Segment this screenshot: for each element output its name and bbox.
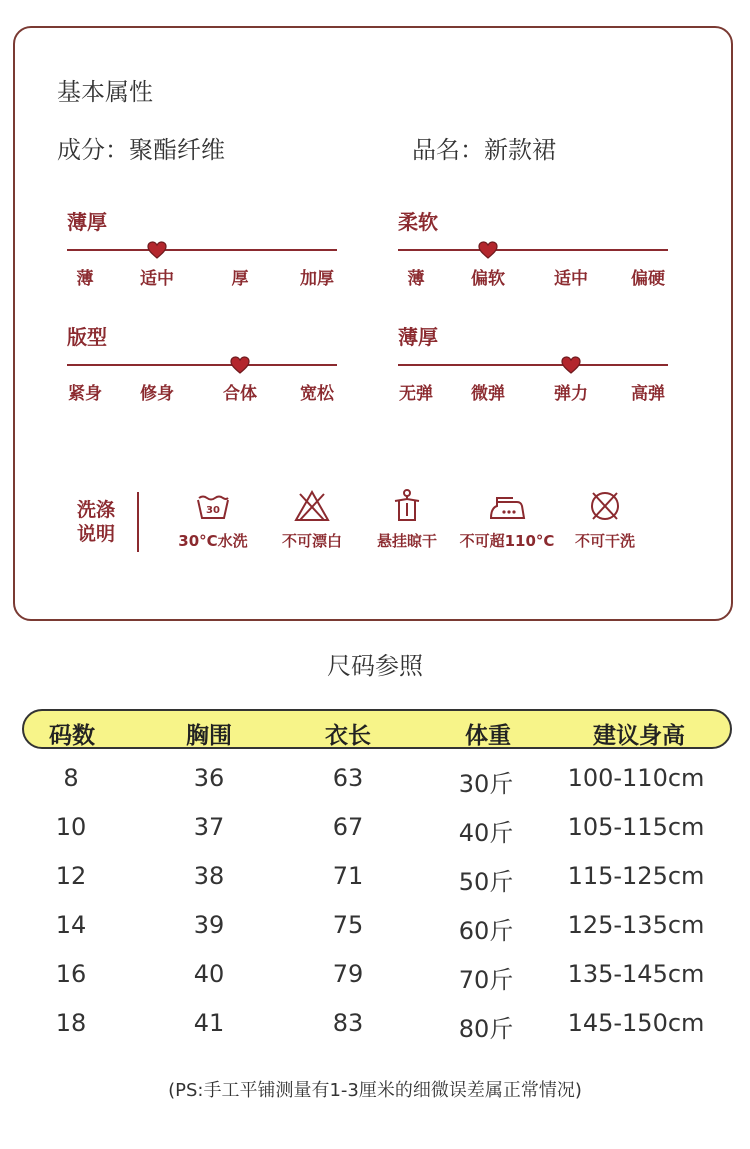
no-dry-clean-icon <box>585 488 625 524</box>
table-cell: 14 <box>55 911 87 939</box>
slider-label: 薄 <box>76 269 94 289</box>
table-cell: 145-150cm <box>567 1009 705 1037</box>
slider-label: 紧身 <box>68 384 102 404</box>
table-cell: 115-125cm <box>567 862 705 890</box>
wash-separator <box>137 492 139 552</box>
wash-title-line2: 说明 <box>76 523 115 545</box>
product-name-value: 新款裙 <box>484 136 556 164</box>
table-cell: 100-110cm <box>567 764 705 792</box>
size-chart-title: 尺码参照 <box>327 652 423 680</box>
slider-track <box>67 364 337 366</box>
table-cell: 16 <box>55 960 87 988</box>
wash-label: 不可漂白 <box>281 532 342 550</box>
slider-group <box>398 206 668 296</box>
wash-item-iron <box>452 488 562 551</box>
slider-label: 偏软 <box>471 269 505 289</box>
table-cell: 30斤 <box>458 770 514 798</box>
slider-title: 薄厚 <box>398 325 438 349</box>
slider-label: 修身 <box>140 384 174 404</box>
table-cell: 79 <box>332 960 364 988</box>
slider-label: 厚 <box>231 269 249 289</box>
wash-item-hang-dry <box>352 488 462 551</box>
table-cell: 67 <box>332 813 364 841</box>
table-cell: 75 <box>332 911 364 939</box>
wash-item-no-bleach <box>257 488 367 551</box>
size-table-header <box>22 709 732 749</box>
slider-label: 弹力 <box>554 384 588 404</box>
slider-title: 柔软 <box>398 210 438 234</box>
slider-group <box>67 206 337 296</box>
slider-track <box>398 364 668 366</box>
slider-label: 高弹 <box>631 384 665 404</box>
slider-title: 版型 <box>67 325 107 349</box>
heart-icon <box>147 241 167 259</box>
table-cell: 60斤 <box>458 917 514 945</box>
header-chest: 胸围 <box>186 723 232 749</box>
product-name-row <box>412 130 556 165</box>
slider-track <box>398 249 668 251</box>
wash-label: 30°C水洗 <box>178 532 248 550</box>
wash-title-line1: 洗涤 <box>76 499 115 521</box>
slider-group <box>67 321 337 411</box>
wash-title <box>71 498 121 546</box>
wash-30-icon <box>193 488 233 524</box>
slider-group <box>398 321 668 411</box>
slider-label: 微弹 <box>471 384 505 404</box>
wash-item-no-dry-clean <box>550 488 660 551</box>
header-size: 码数 <box>49 723 95 749</box>
table-cell: 83 <box>332 1009 364 1037</box>
slider-label: 薄 <box>407 269 425 289</box>
wash-label: 悬挂晾干 <box>376 532 437 550</box>
wash-label: 不可超110°C <box>459 532 555 550</box>
table-cell: 40斤 <box>458 819 514 847</box>
header-height: 建议身高 <box>593 723 685 749</box>
attributes-card <box>13 26 733 621</box>
wash-item-30c <box>158 488 268 551</box>
heart-icon <box>478 241 498 259</box>
table-cell: 38 <box>193 862 225 890</box>
table-cell: 80斤 <box>458 1015 514 1043</box>
slider-label: 加厚 <box>300 269 334 289</box>
slider-track <box>67 249 337 251</box>
table-cell: 8 <box>63 764 79 792</box>
table-cell: 36 <box>193 764 225 792</box>
table-cell: 12 <box>55 862 87 890</box>
iron-icon <box>487 488 527 524</box>
header-length: 衣长 <box>325 723 371 749</box>
table-cell: 50斤 <box>458 868 514 896</box>
table-cell: 40 <box>193 960 225 988</box>
heart-icon <box>561 356 581 374</box>
slider-label: 无弹 <box>399 384 433 404</box>
table-cell: 71 <box>332 862 364 890</box>
table-cell: 41 <box>193 1009 225 1037</box>
table-cell: 105-115cm <box>567 813 705 841</box>
svg-text:30: 30 <box>206 505 220 516</box>
header-weight: 体重 <box>465 723 511 749</box>
table-cell: 135-145cm <box>567 960 705 988</box>
material-label: 成分： <box>57 136 129 164</box>
table-cell: 63 <box>332 764 364 792</box>
material-value: 聚酯纤维 <box>129 136 225 164</box>
slider-label: 适中 <box>140 269 174 289</box>
slider-label: 偏硬 <box>631 269 665 289</box>
slider-label: 合体 <box>223 384 257 404</box>
material-row <box>57 130 225 165</box>
heart-icon <box>230 356 250 374</box>
table-cell: 39 <box>193 911 225 939</box>
footnote: (PS:手工平铺测量有1-3厘米的细微误差属正常情况) <box>168 1080 582 1101</box>
table-cell: 18 <box>55 1009 87 1037</box>
wash-label: 不可干洗 <box>574 532 635 550</box>
no-bleach-icon <box>292 488 332 524</box>
section-title: 基本属性 <box>57 78 153 106</box>
slider-title: 薄厚 <box>67 210 107 234</box>
slider-label: 适中 <box>554 269 588 289</box>
hang-dry-icon <box>387 488 427 524</box>
table-cell: 10 <box>55 813 87 841</box>
product-name-label: 品名： <box>412 136 484 164</box>
slider-label: 宽松 <box>300 384 334 404</box>
table-cell: 37 <box>193 813 225 841</box>
table-cell: 125-135cm <box>567 911 705 939</box>
table-cell: 70斤 <box>458 966 514 994</box>
